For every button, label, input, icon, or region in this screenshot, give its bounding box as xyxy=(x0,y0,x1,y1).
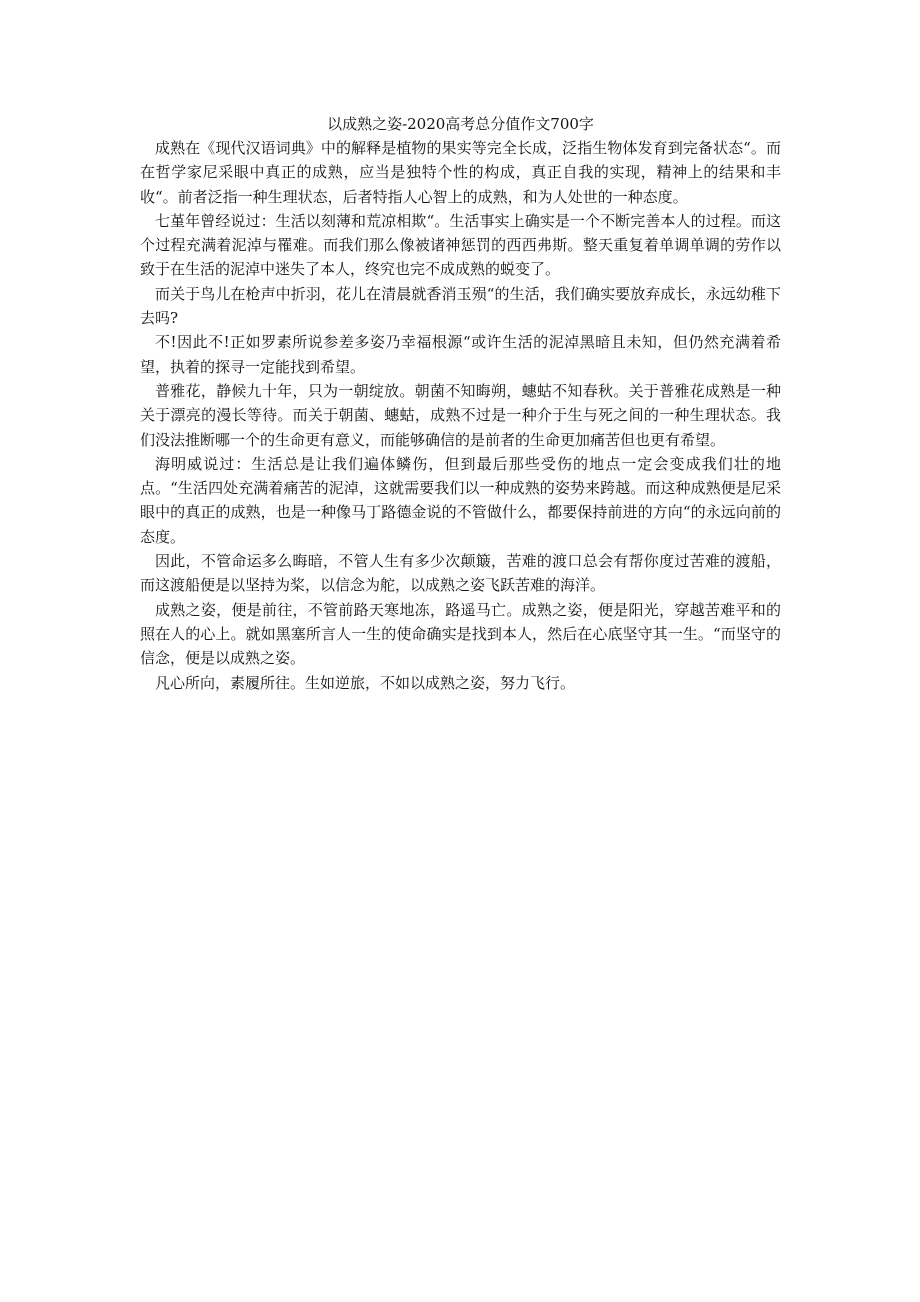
paragraph: 而关于鸟儿在枪声中折羽，花儿在清晨就香消玉殒“的生活，我们确实要放弃成长，永远幼稚下去吗? xyxy=(140,284,781,328)
document-title: 以成熟之姿-2020高考总分值作文700字 xyxy=(327,115,594,133)
paragraph: 不!因此不!正如罗素所说参差多姿乃幸福根源“或许生活的泥淖黑暗且未知，但仍然充满着希望，执着的探寻一定能找到希望。 xyxy=(140,333,781,376)
paragraph: 七堇年曾经说过：生活以刻薄和荒凉相欺“。生活事实上确实是一个不断完善本人的过程。而这个过程充满着泥淖与罹难。而我们那么像被诸神惩罚的西西弗斯。整天重复着单调单调的劳作以致于在生活的泥淖中迷失了本人，终究也完不成成熟的蜕变了。 xyxy=(140,211,781,279)
paragraph: 成熟在《现代汉语词典》中的解释是植物的果实等完全长成，泛指生物体发育到完备状态“。而在哲学家尼采眼中真正的成熟，应当是独特个性的构成，真正自我的实现，精神上的结果和丰收“。前者泛指一种生理状态，后者特指人心智上的成熟，和为人处世的一种态度。 xyxy=(140,139,781,206)
paragraph: 凡心所向，素履所往。生如逆旅，不如以成熟之姿，努力飞行。 xyxy=(155,673,576,692)
paragraph: 海明威说过：生活总是让我们遍体鳞伤，但到最后那些受伤的地点一定会变成我们壮的地点。“生活四处充满着痛苦的泥淖，这就需要我们以一种成熟的姿势来跨越。而这种成熟便是尼采眼中的真正的成熟，也是一种像马丁路德金说的不管做什么，都要保持前进的方向“的永远向前的态度。 xyxy=(140,454,781,546)
paragraph: 普雅花，静候九十年，只为一朝绽放。朝菌不知晦朔，蟪蛄不知春秋。关于普雅花成熟是一种关于漂亮的漫长等待。而关于朝菌、蟪蛄，成熟不过是一种介于生与死之间的一种生理状态。我们没法推断哪一个的生命更有意义，而能够确信的是前者的生命更加痛苦但也更有希望。 xyxy=(140,381,781,449)
paragraph: 因此，不管命运多么晦暗，不管人生有多少次颠簸，苦难的渡口总会有帮你度过苦难的渡船，而这渡船便是以坚持为桨，以信念为舵，以成熟之姿飞跃苦难的海洋。 xyxy=(140,552,781,595)
paragraph: 成熟之姿，便是前往，不管前路天寒地冻，路遥马亡。成熟之姿，便是阳光，穿越苦难平和的照在人的心上。就如黑塞所言人一生的使命确实是找到本人，然后在心底坚守其一生。“而坚守的信念，便是以成熟之姿。 xyxy=(140,600,781,668)
document-body xyxy=(140,112,781,695)
